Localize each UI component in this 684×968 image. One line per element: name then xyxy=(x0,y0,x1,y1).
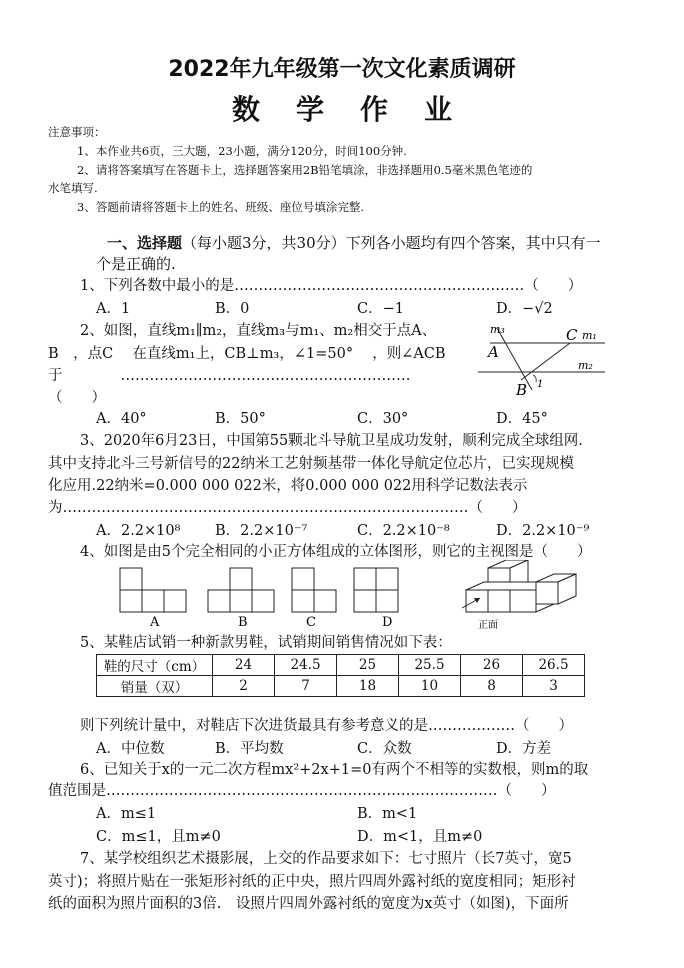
table-cell: 26.5 xyxy=(523,655,585,676)
table-cell: 24.5 xyxy=(275,655,337,676)
q7-line2: 英寸)；将照片贴在一张矩形衬纸的正中央，照片四周外露衬纸的宽度相同；矩形衬 xyxy=(48,874,576,890)
q2-line2: B ，点C 在直线m₁上，CB⊥m₃，∠1=50° ，则∠ACB xyxy=(48,346,446,362)
q5-question: 则下列统计量中，对鞋店下次进货最具有参考意义的是………………（ ） xyxy=(80,718,573,734)
fig-label-m3: m₃ xyxy=(490,323,505,336)
table-cell: 25.5 xyxy=(399,655,461,676)
fig-label-a: A xyxy=(488,343,499,361)
q1-option-c: C．−1 xyxy=(357,301,404,317)
note-item: 2、请将答案填写在答题卡上，选择题答案用2B铅笔填涂，非选择题用0.5毫米黑色笔迹的 xyxy=(77,163,533,177)
table-cell: 18 xyxy=(337,676,399,697)
section-heading xyxy=(107,232,601,253)
q7-line1: 7、某学校组织艺术摄影展，上交的作品要求如下：七寸照片（长7英寸，宽5 xyxy=(80,851,572,867)
q1-option-d: D．−√2 xyxy=(496,301,553,317)
option-d-view xyxy=(354,568,398,612)
q2-option-a: A．40° xyxy=(96,411,147,427)
q6-option-d: D．m<1，且m≠0 xyxy=(357,829,483,845)
q2-option-b: B．50° xyxy=(215,411,266,427)
section-heading-bold: 一、选择题 xyxy=(107,234,183,252)
table-cell: 25 xyxy=(337,655,399,676)
q6-option-a: A．m≤1 xyxy=(96,806,157,822)
q1-option-b: B．0 xyxy=(215,301,250,317)
q3-option-b: B．2.2×10⁻⁷ xyxy=(215,523,308,539)
q3-line2: 其中支持北斗三号新信号的22纳米工艺射频基带一体化导航定位芯片，已实现规模 xyxy=(48,456,574,472)
section-heading-line2: 个是正确的. xyxy=(96,255,176,273)
q6-line1: 6、已知关于x的一元二次方程mx²+2x+1=0有两个不相等的实数根，则m的取 xyxy=(80,762,589,778)
q5-option-a: A．中位数 xyxy=(96,741,165,757)
table-cell: 10 xyxy=(399,676,461,697)
q2-figure xyxy=(470,320,610,400)
option-c-view xyxy=(292,568,336,612)
table-cell: 8 xyxy=(461,676,523,697)
fig-label-c: C xyxy=(566,326,578,344)
table-cell: 2 xyxy=(213,676,275,697)
q3-line1: 3、2020年6月23日，中国第55颗北斗导航卫星成功发射，顺利完成全球组网. xyxy=(80,433,583,449)
q1-stem: 1、下列各数中最小的是……………………………………………………（ ） xyxy=(80,278,583,294)
table-cell: 销量（双） xyxy=(97,676,213,697)
q3-line4: 为…………………………………………………………………………（ ） xyxy=(48,500,527,516)
q7-line3: 纸的面积为照片面积的3倍. 设照片四周外露衬纸的宽度为x英寸（如图)，下面所 xyxy=(48,896,569,912)
page-subtitle: 数学作业 xyxy=(231,93,488,126)
note-item: 3、答题前请将答题卡上的姓名、班级、座位号填涂完整. xyxy=(77,200,364,214)
section-heading-rest: （每小题3分，共30分）下列各小题均有四个答案，其中只有一 xyxy=(182,234,601,252)
q4-stem: 4、如图是由5个完全相同的小正方体组成的立体图形，则它的主视图是（ ） xyxy=(80,544,592,560)
fig-label-b: B xyxy=(238,615,248,630)
table-cell: 3 xyxy=(523,676,585,697)
q5-stem: 5、某鞋店试销一种新款男鞋，试销期间销售情况如下表： xyxy=(80,635,452,651)
sales-table xyxy=(96,654,585,697)
fig-label-m2: m₂ xyxy=(578,359,593,372)
front-label: 正面 xyxy=(478,620,498,631)
table-cell: 26 xyxy=(461,655,523,676)
table-cell: 鞋的尺寸（cm） xyxy=(97,655,213,676)
note-item: 水笔填写. xyxy=(48,181,98,195)
table-cell: 7 xyxy=(275,676,337,697)
option-b-view xyxy=(208,568,274,612)
q3-line3: 化应用.22纳米=0.000 000 022米，将0.000 000 022用科学记数法表示 xyxy=(48,478,528,494)
q3-option-c: C．2.2×10⁻⁸ xyxy=(357,523,450,539)
fig-label-a: A xyxy=(150,615,160,630)
q4-figures xyxy=(110,560,610,632)
q6-option-c: C．m≤1，且m≠0 xyxy=(96,829,221,845)
q6-option-b: B．m<1 xyxy=(357,806,418,822)
option-a-view xyxy=(120,568,186,612)
notes-heading: 注意事项： xyxy=(48,125,106,139)
fig-label-angle1: 1 xyxy=(537,379,544,390)
fig-label-c: C xyxy=(306,615,316,630)
table-row xyxy=(97,676,585,697)
solid-figure xyxy=(466,560,576,612)
q2-option-d: D．45° xyxy=(496,411,548,427)
table-row xyxy=(97,655,585,676)
page-title: 2022年九年级第一次文化素质调研 xyxy=(168,57,516,82)
fig-label-m1: m₁ xyxy=(582,329,597,342)
fig-label-b: B xyxy=(516,381,528,399)
q3-option-d: D．2.2×10⁻⁹ xyxy=(496,523,590,539)
q1-option-a: A．1 xyxy=(96,301,131,317)
q2-line3: 于 …………………………………………………… xyxy=(48,368,411,384)
q5-option-c: C．众数 xyxy=(357,741,412,757)
fig-label-d: D xyxy=(382,615,393,630)
q2-line4: （ ） xyxy=(48,390,106,406)
q5-option-b: B．平均数 xyxy=(215,741,284,757)
q3-option-a: A．2.2×10⁸ xyxy=(96,523,181,539)
table-cell: 24 xyxy=(213,655,275,676)
q2-line1: 2、如图，直线m₁∥m₂，直线m₃与m₁、m₂相交于点A、 xyxy=(80,323,437,339)
note-item: 1、本作业共6页，三大题，23小题，满分120分，时间100分钟. xyxy=(77,144,407,158)
q2-option-c: C．30° xyxy=(357,411,409,427)
q6-line2: 值范围是………………………………………………………………………（ ） xyxy=(48,783,556,799)
q5-option-d: D．方差 xyxy=(496,741,552,757)
